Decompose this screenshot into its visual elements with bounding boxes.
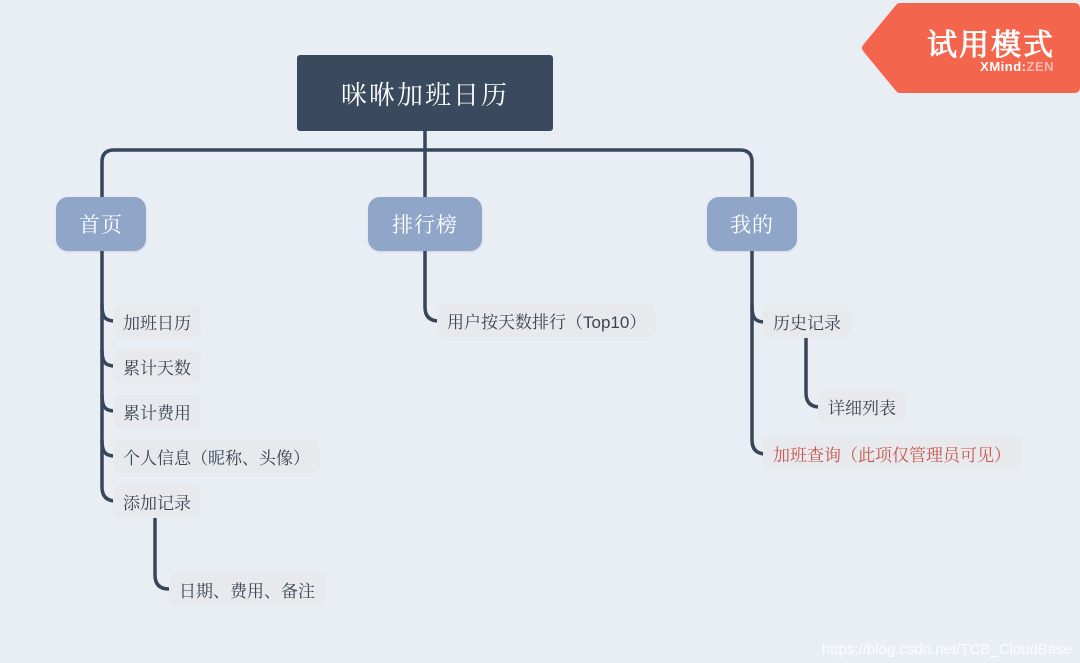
brand-colon: : bbox=[1021, 59, 1027, 74]
node-date-cost-note[interactable]: 日期、费用、备注 bbox=[169, 573, 325, 606]
trial-mode-badge[interactable] bbox=[862, 0, 1080, 96]
csdn-watermark: https://blog.csdn.net/TCB_CloudBase bbox=[821, 641, 1072, 658]
node-total-days[interactable]: 累计天数 bbox=[113, 350, 201, 383]
badge-title: 试用模式 bbox=[927, 29, 1055, 62]
node-home[interactable]: 首页 bbox=[56, 197, 146, 251]
node-mine[interactable]: 我的 bbox=[707, 197, 797, 251]
brand-xmind: XMind bbox=[980, 59, 1022, 74]
node-leaderboard[interactable]: 排行榜 bbox=[368, 197, 482, 251]
connector-addrecord-child bbox=[155, 517, 169, 589]
connector-top-rail bbox=[102, 150, 752, 197]
xmind-zen-logo bbox=[980, 59, 1054, 74]
brand-zen: ZEN bbox=[1026, 59, 1054, 74]
node-user-ranking-top10[interactable]: 用户按天数排行（Top10） bbox=[437, 304, 656, 337]
node-total-cost[interactable]: 累计费用 bbox=[113, 395, 201, 428]
node-root-title[interactable]: 咪咻加班日历 bbox=[297, 55, 553, 131]
connector-mine-trunk bbox=[752, 251, 766, 454]
node-add-record[interactable]: 添加记录 bbox=[113, 485, 201, 518]
node-detail-list[interactable]: 详细列表 bbox=[818, 390, 906, 423]
node-overtime-query-admin[interactable]: 加班查询（此项仅管理员可见） bbox=[763, 437, 1021, 470]
node-history[interactable]: 历史记录 bbox=[763, 305, 851, 338]
node-overtime-calendar[interactable]: 加班日历 bbox=[113, 305, 201, 338]
node-personal-info[interactable]: 个人信息（昵称、头像） bbox=[113, 440, 320, 473]
